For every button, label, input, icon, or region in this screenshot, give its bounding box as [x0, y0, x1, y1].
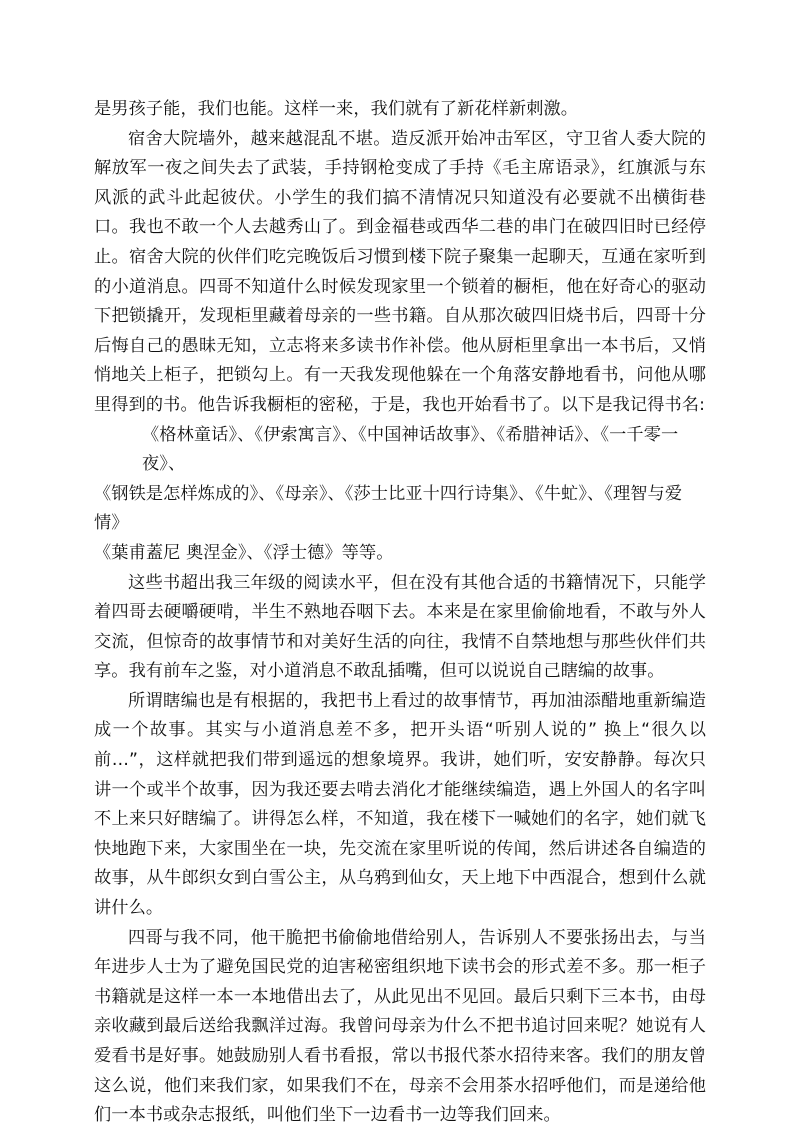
paragraph-2: 宿舍大院墙外，越来越混乱不堪。造反派开始冲击军区，守卫省人委大院的解放军一夜之间失去了武装，手持钢枪变成了手持《毛主席语录》，红旗派与东风派的武斗此起彼伏。小学生的我们搞不清情况只知道没有必要就不出横街巷口。我也不敢一个人去越秀山了。到金福巷或西华二巷的串门在破四旧时已经停止。宿舍大院的伙伴们吃完晚饭后习惯到楼下院子聚集一起聊天，互通在家听到的小道消息。四哥不知道什么时候发现家里一个锁着的橱柜，他在好奇心的驱动下把锁撬开，发现柜里藏着母亲的一些书籍。自从那次破四旧烧书后，四哥十分后悔自己的愚昧无知，立志将来多读书作补偿。他从厨柜里拿出一本书后，又悄悄地关上柜子，把锁勾上。有一天我发现他躲在一个角落安静地看书，问他从哪里得到的书。他告诉我橱柜的密秘，于是，我也开始看书了。以下是我记得书名: [94, 128, 706, 415]
paragraph-4: 所谓瞎编也是有根据的，我把书上看过的故事情节，再加油添醋地重新编造成一个故事。其实与小道消息差不多，把开头语“听别人说的” 换上“很久以前…”，这样就把我们带到遥远的想象境界。我讲，她们听，安安静静。每次只讲一个或半个故事，因为我还要去啃去消化才能继续编造，遇上外国人的名字叫不上来只好瞎编了。讲得怎么样，不知道，我在楼下一喊她们的名字，她们就飞快地跑下来，大家围坐在一块，先交流在家里听说的传闻，然后讲述各自编造的故事，从牛郎织女到白雪公主，从乌鸦到仙女，天上地下中西混合，想到什么就讲什么。 [94, 690, 706, 919]
document-page [94, 95, 706, 1131]
book-list-line-3: 《葉甫蓋尼 奧涅金》、《浮士德》等等。 [94, 542, 394, 563]
book-list-line-1: 《格林童话》、《伊索寓言》、《中国神话故事》、《希腊神话》、《一千零一夜》、 [142, 424, 679, 475]
paragraph-5: 四哥与我不同，他干脆把书偷偷地借给别人，告诉别人不要张扬出去，与当年进步人士为了避免国民党的迫害秘密组织地下读书会的形式差不多。那一柜子书籍就是这样一本一本地借出去了，从此见出不见回。最后只剩下三本书，由母亲收藏到最后送给我飘洋过海。我曾问母亲为什么不把书追讨回来呢？她说有人爱看书是好事。她鼓励别人看书看报，常以书报代茶水招待来客。我们的朋友曾这么说，他们来我们家，如果我们不在，母亲不会用茶水招呼他们，而是递给他们一本书或杂志报纸，叫他们坐下一边看书一边等我们回来。 [94, 927, 706, 1126]
paragraph-1: 是男孩子能，我们也能。这样一来，我们就有了新花样新刺激。 [94, 99, 579, 119]
paragraph-3: 这些书超出我三年级的阅读水平，但在没有其他合适的书籍情况下，只能学着四哥去硬嚼硬啃，半生不熟地吞咽下去。本来是在家里偷偷地看，不敢与外人交流，但惊奇的故事情节和对美好生活的向往，我情不自禁地想与那些伙伴们共享。我有前车之鉴，对小道消息不敢乱插嘴，但可以说说自己瞎编的故事。 [94, 572, 706, 682]
book-list-line-2: 《钢铁是怎样炼成的》、《母亲》、《莎士比亚十四行诗集》、《牛虻》、《理智与爱情》 [94, 483, 683, 534]
